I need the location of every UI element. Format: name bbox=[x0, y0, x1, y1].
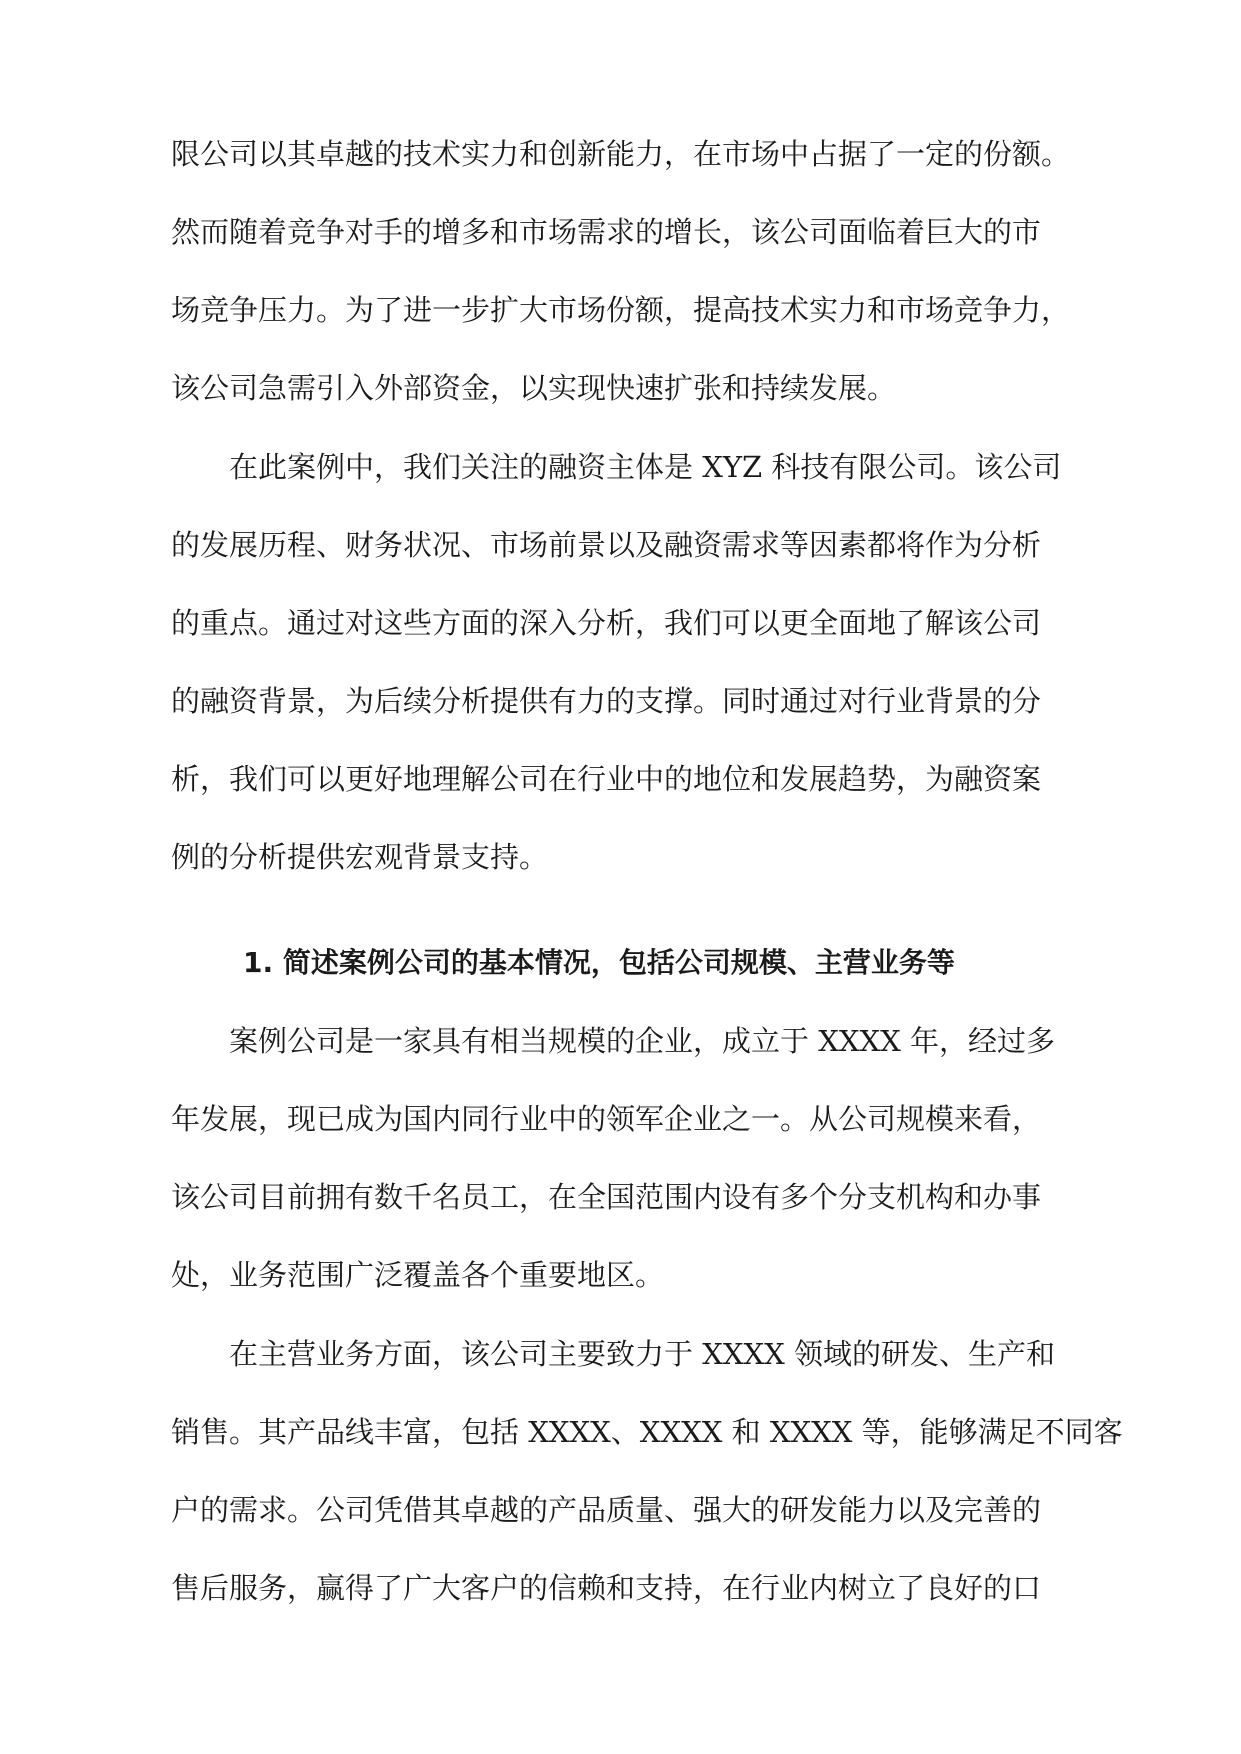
section-paragraph-2-line-4: 售后服务，赢得了广大客户的信赖和支持，在行业内树立了良好的口 bbox=[171, 1571, 1042, 1605]
paragraph-1-line-3: 场竞争压力。为了进一步扩大市场份额，提高技术实力和市场竞争力， bbox=[171, 293, 1071, 327]
section-paragraph-2-line-2: 销售。其产品线丰富，包括 XXXX、XXXX 和 XXXX 等，能够满足不同客 bbox=[171, 1415, 1123, 1449]
section-heading: 1. 简述案例公司的基本情况，包括公司规模、主营业务等 bbox=[243, 946, 955, 979]
section-paragraph-2-line-1: 在主营业务方面，该公司主要致力于 XXXX 领域的研发、生产和 bbox=[229, 1337, 1056, 1371]
paragraph-1-line-1: 限公司以其卓越的技术实力和创新能力，在市场中占据了一定的份额。 bbox=[171, 137, 1071, 171]
paragraph-2-line-2: 的发展历程、财务状况、市场前景以及融资需求等因素都将作为分析 bbox=[171, 528, 1042, 562]
section-paragraph-2-line-3: 户的需求。公司凭借其卓越的产品质量、强大的研发能力以及完善的 bbox=[171, 1493, 1042, 1527]
paragraph-1-line-4: 该公司急需引入外部资金，以实现快速扩张和持续发展。 bbox=[171, 371, 897, 405]
paragraph-2-line-6: 例的分析提供宏观背景支持。 bbox=[171, 840, 549, 874]
section-paragraph-1-line-2: 年发展，现已成为国内同行业中的领军企业之一。从公司规模来看， bbox=[171, 1102, 1042, 1136]
section-paragraph-1-line-1: 案例公司是一家具有相当规模的企业，成立于 XXXX 年，经过多 bbox=[229, 1024, 1056, 1058]
paragraph-2-line-3: 的重点。通过对这些方面的深入分析，我们可以更全面地了解该公司 bbox=[171, 606, 1042, 640]
paragraph-2-line-4: 的融资背景，为后续分析提供有力的支撑。同时通过对行业背景的分 bbox=[171, 684, 1042, 718]
section-paragraph-1-line-3: 该公司目前拥有数千名员工，在全国范围内设有多个分支机构和办事 bbox=[171, 1180, 1042, 1214]
section-paragraph-1-line-4: 处，业务范围广泛覆盖各个重要地区。 bbox=[171, 1258, 665, 1292]
paragraph-2-line-5: 析，我们可以更好地理解公司在行业中的地位和发展趋势，为融资案 bbox=[171, 762, 1042, 796]
paragraph-2-line-1: 在此案例中，我们关注的融资主体是 XYZ 科技有限公司。该公司 bbox=[229, 450, 1062, 484]
paragraph-1-line-2: 然而随着竞争对手的增多和市场需求的增长，该公司面临着巨大的市 bbox=[171, 215, 1042, 249]
